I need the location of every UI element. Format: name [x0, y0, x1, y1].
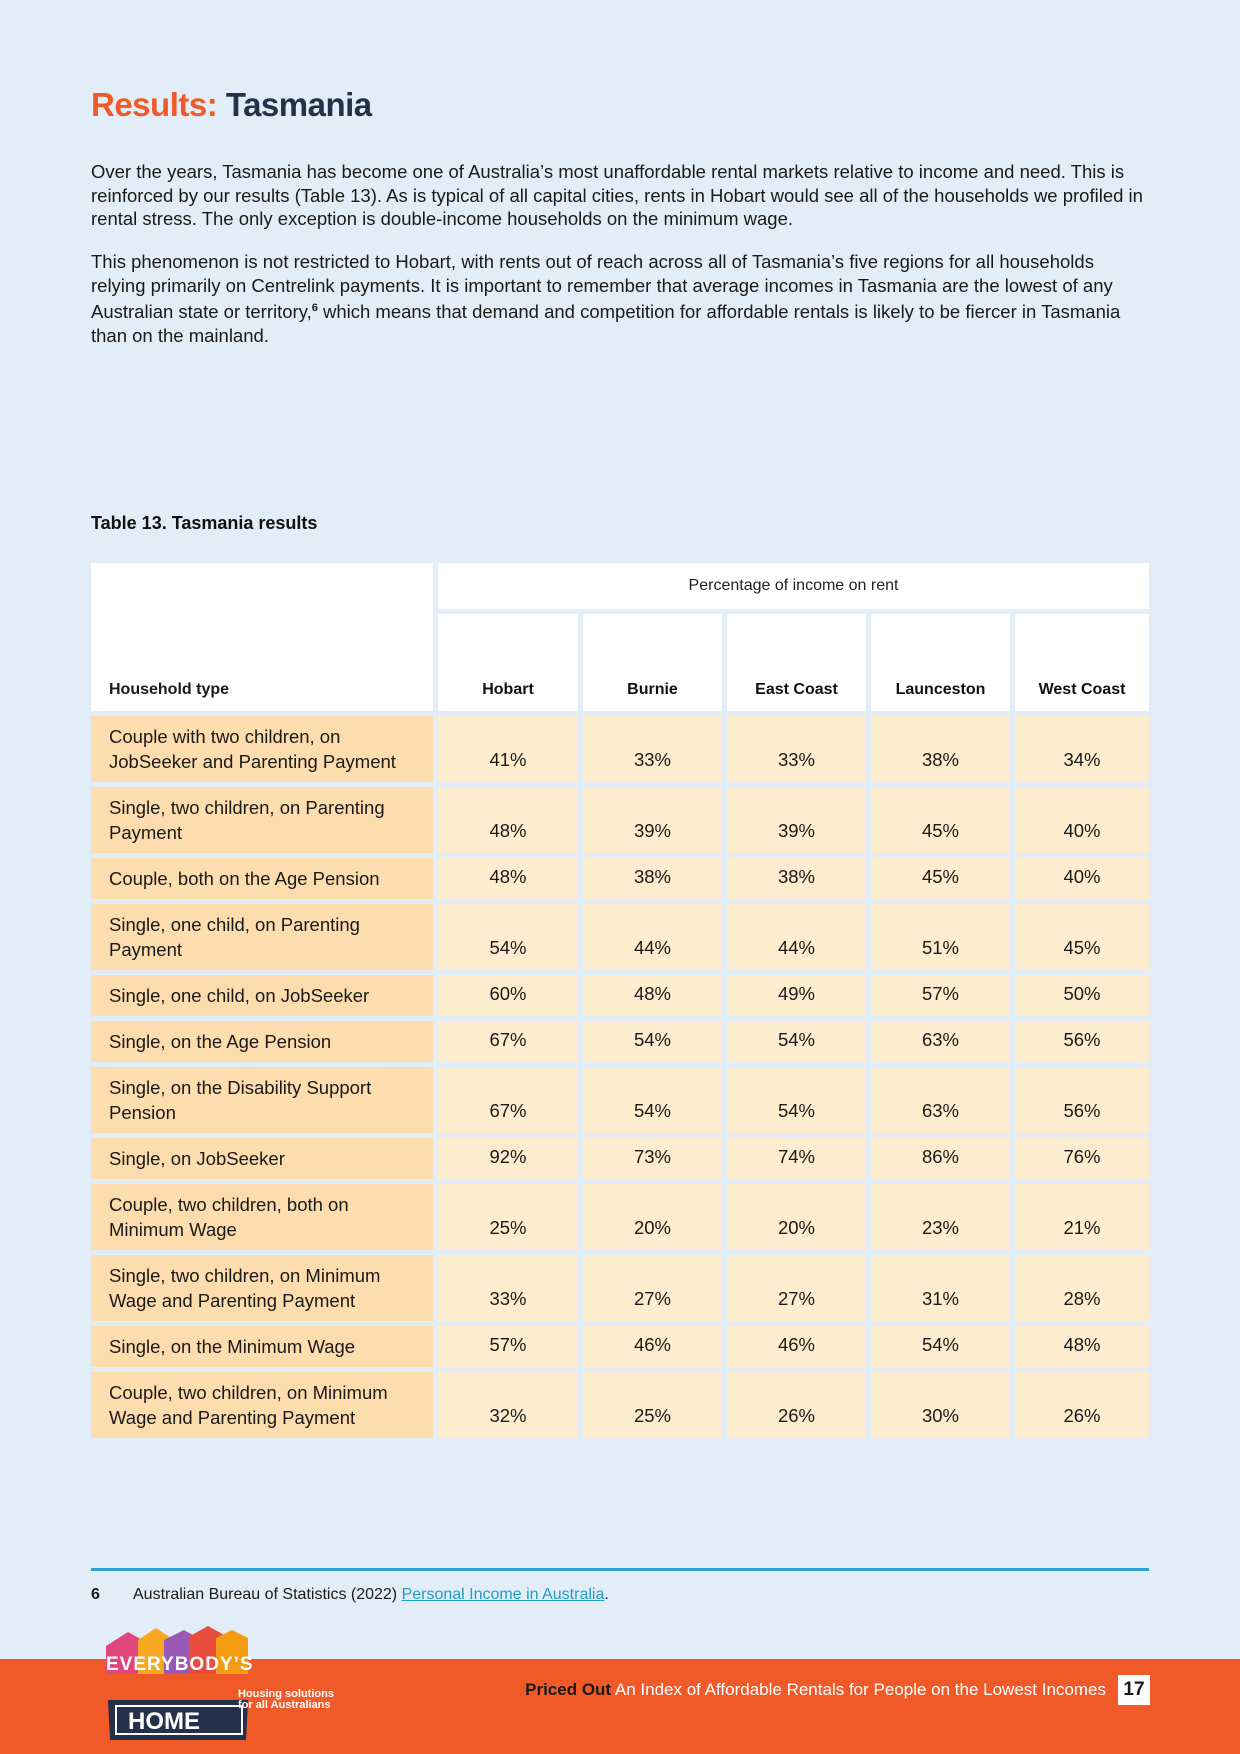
value-cell: 33%	[727, 716, 866, 782]
value-cell: 20%	[583, 1184, 722, 1250]
footer-title-rest: An Index of Affordable Rentals for People on the Lowest Incomes	[611, 1680, 1106, 1699]
value-cell: 26%	[727, 1372, 866, 1438]
table-row	[91, 1138, 1149, 1179]
value-cell: 28%	[1015, 1255, 1149, 1321]
table-row	[91, 1067, 1149, 1133]
value-cell: 54%	[438, 904, 578, 970]
value-cell: 27%	[583, 1255, 722, 1321]
value-cell: 54%	[727, 1021, 866, 1062]
value-cell: 21%	[1015, 1184, 1149, 1250]
page-number: 17	[1118, 1675, 1150, 1705]
table-row	[91, 1021, 1149, 1062]
value-cell: 38%	[583, 858, 722, 899]
household-type-header: Household type	[91, 563, 433, 711]
value-cell: 33%	[583, 716, 722, 782]
value-cell: 34%	[1015, 716, 1149, 782]
value-cell: 39%	[727, 787, 866, 853]
value-cell: 30%	[871, 1372, 1010, 1438]
value-cell: 44%	[727, 904, 866, 970]
value-cell: 56%	[1015, 1067, 1149, 1133]
value-cell: 51%	[871, 904, 1010, 970]
value-cell: 38%	[871, 716, 1010, 782]
everybodys-home-logo	[98, 1626, 368, 1751]
footnote	[91, 1586, 609, 1604]
value-cell: 60%	[438, 975, 578, 1016]
footnote-number: 6	[91, 1586, 100, 1603]
logo-main-text: HOME	[128, 1708, 200, 1735]
table-row	[91, 716, 1149, 782]
column-header: Hobart	[438, 614, 578, 711]
title-rest: Tasmania	[225, 86, 372, 123]
table-row	[91, 1255, 1149, 1321]
value-cell: 54%	[583, 1067, 722, 1133]
value-cell: 54%	[583, 1021, 722, 1062]
value-cell: 73%	[583, 1138, 722, 1179]
group-header: Percentage of income on rent	[438, 563, 1149, 609]
household-type-cell: Single, two children, on Minimum Wage and Parenting Payment	[91, 1255, 433, 1321]
table-row	[91, 904, 1149, 970]
value-cell: 49%	[727, 975, 866, 1016]
page-title	[91, 86, 372, 124]
table-row	[91, 1326, 1149, 1367]
column-header: Burnie	[583, 614, 722, 711]
table-row	[91, 1184, 1149, 1250]
value-cell: 50%	[1015, 975, 1149, 1016]
household-type-cell: Single, one child, on Parenting Payment	[91, 904, 433, 970]
value-cell: 54%	[871, 1326, 1010, 1367]
household-type-cell: Single, one child, on JobSeeker	[91, 975, 433, 1016]
logo-top-text: EVERYBODY’S	[106, 1654, 254, 1675]
logo-tagline-1: Housing solutions	[238, 1688, 334, 1700]
value-cell: 46%	[727, 1326, 866, 1367]
value-cell: 57%	[438, 1326, 578, 1367]
footer-title-bold: Priced Out	[525, 1680, 612, 1699]
household-type-cell: Couple, both on the Age Pension	[91, 858, 433, 899]
value-cell: 25%	[438, 1184, 578, 1250]
value-cell: 57%	[871, 975, 1010, 1016]
value-cell: 86%	[871, 1138, 1010, 1179]
value-cell: 67%	[438, 1021, 578, 1062]
footnote-text: Australian Bureau of Statistics (2022)	[133, 1586, 402, 1603]
value-cell: 20%	[727, 1184, 866, 1250]
results-table	[86, 558, 1154, 1443]
value-cell: 31%	[871, 1255, 1010, 1321]
value-cell: 40%	[1015, 787, 1149, 853]
table-caption: Table 13. Tasmania results	[91, 513, 318, 533]
value-cell: 45%	[871, 858, 1010, 899]
household-type-cell: Couple, two children, both on Minimum Wage	[91, 1184, 433, 1250]
value-cell: 39%	[583, 787, 722, 853]
value-cell: 67%	[438, 1067, 578, 1133]
value-cell: 45%	[871, 787, 1010, 853]
title-accent: Results:	[91, 86, 218, 123]
footnote-link[interactable]: Personal Income in Australia	[401, 1586, 605, 1603]
value-cell: 32%	[438, 1372, 578, 1438]
column-header: East Coast	[727, 614, 866, 711]
footnote-divider	[91, 1568, 1149, 1571]
value-cell: 76%	[1015, 1138, 1149, 1179]
intro-paragraph-1: Over the years, Tasmania has become one of Australia’s most unaffordable rental markets relative to income and need. This is reinforced by our results (Table 13). As is typical of all capital cities, rents in Hobart would see all of the households we profiled in rental stress. The only exception is double-income households on the minimum wage.	[91, 161, 1143, 229]
value-cell: 40%	[1015, 858, 1149, 899]
paragraph-2-text-end: which means that demand and competition for affordable rentals is likely to be fiercer in Tasmania than on the mainland.	[91, 301, 1121, 346]
value-cell: 92%	[438, 1138, 578, 1179]
value-cell: 48%	[438, 858, 578, 899]
value-cell: 54%	[727, 1067, 866, 1133]
footnote-ref: 6	[311, 302, 318, 314]
household-type-cell: Single, on JobSeeker	[91, 1138, 433, 1179]
table-row	[91, 1372, 1149, 1438]
value-cell: 63%	[871, 1067, 1010, 1133]
value-cell: 74%	[727, 1138, 866, 1179]
value-cell: 38%	[727, 858, 866, 899]
household-type-cell: Single, on the Minimum Wage	[91, 1326, 433, 1367]
table-row	[91, 787, 1149, 853]
value-cell: 48%	[583, 975, 722, 1016]
household-type-cell: Single, on the Age Pension	[91, 1021, 433, 1062]
logo-tagline-2: for all Australians	[238, 1699, 331, 1711]
value-cell: 26%	[1015, 1372, 1149, 1438]
value-cell: 44%	[583, 904, 722, 970]
value-cell: 46%	[583, 1326, 722, 1367]
value-cell: 27%	[727, 1255, 866, 1321]
value-cell: 33%	[438, 1255, 578, 1321]
table-row	[91, 858, 1149, 899]
value-cell: 23%	[871, 1184, 1010, 1250]
value-cell: 41%	[438, 716, 578, 782]
household-type-cell: Single, two children, on Parenting Payment	[91, 787, 433, 853]
value-cell: 25%	[583, 1372, 722, 1438]
value-cell: 56%	[1015, 1021, 1149, 1062]
footer-title	[525, 1680, 1106, 1700]
household-type-cell: Single, on the Disability Support Pension	[91, 1067, 433, 1133]
table-row	[91, 975, 1149, 1016]
value-cell: 48%	[1015, 1326, 1149, 1367]
value-cell: 63%	[871, 1021, 1010, 1062]
household-type-cell: Couple, two children, on Minimum Wage and Parenting Payment	[91, 1372, 433, 1438]
intro-paragraph-2	[91, 250, 1151, 347]
footnote-end: .	[604, 1586, 609, 1603]
value-cell: 48%	[438, 787, 578, 853]
column-header: West Coast	[1015, 614, 1149, 711]
value-cell: 45%	[1015, 904, 1149, 970]
column-header: Launceston	[871, 614, 1010, 711]
paragraph-2-text: This phenomenon is not restricted to Hobart, with rents out of reach across all of Tasmania’s five regions for all households relying primarily on Centrelink payments. It is important to remember that average incomes in Tasmania are the lowest of any Australian state or territory,	[91, 251, 1113, 323]
household-type-cell: Couple with two children, on JobSeeker and Parenting Payment	[91, 716, 433, 782]
